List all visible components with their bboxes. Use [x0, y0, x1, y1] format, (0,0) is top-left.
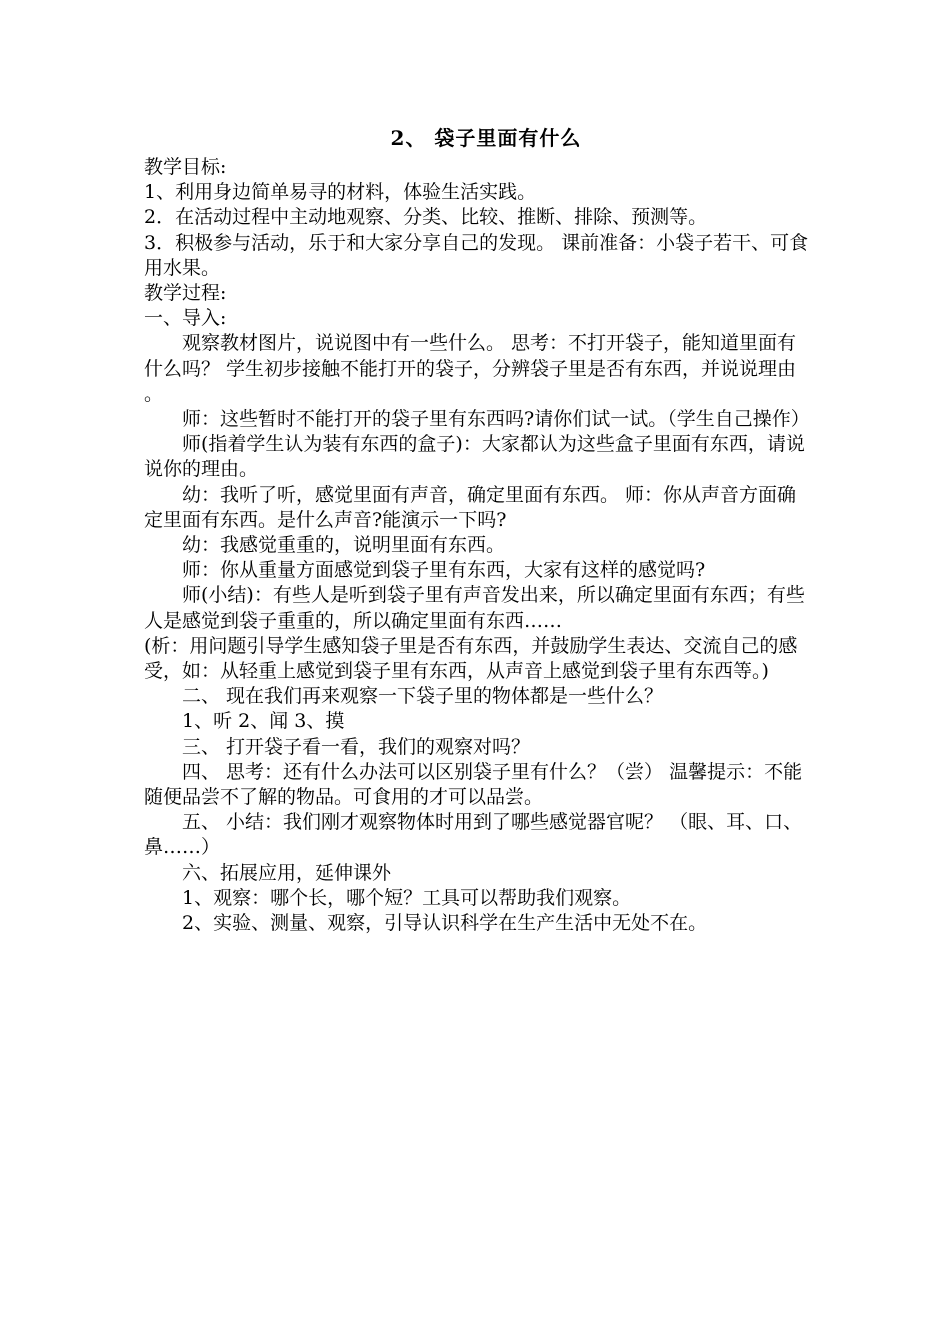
- document-title: 2、 袋子里面有什么: [390, 126, 582, 150]
- paragraph: 幼：我听了听，感觉里面有声音，确定里面有东西。 师：你从声音方面确定里面有东西。是什么声音?能演示一下吗?: [144, 483, 797, 531]
- paragraph: 1、利用身边简单易寻的材料，体验生活实践。: [144, 181, 537, 204]
- paragraph: 幼：我感觉重重的，说明里面有东西。: [182, 534, 506, 557]
- paragraph: 师(指着学生认为装有东西的盒子)：大家都认为这些盒子里面有东西，请说说你的理由。: [144, 433, 805, 481]
- paragraph: 2．在活动过程中主动地观察、分类、比较、推断、排除、预测等。: [144, 206, 708, 229]
- paragraph: 师(小结)：有些人是听到袋子里有声音发出来，所以确定里面有东西；有些人是感觉到袋子重重的，所以确定里面有东西……: [144, 584, 805, 632]
- paragraph: 一、导入:: [144, 307, 227, 330]
- paragraph: 1、听 2、闻 3、摸: [182, 710, 345, 733]
- paragraph: 二、 现在我们再来观察一下袋子里的物体都是一些什么？: [182, 685, 664, 708]
- paragraph: 观察教材图片，说说图中有一些什么。 思考：不打开袋子，能知道里面有什么吗？ 学生初步接触不能打开的袋子，分辨袋子里是否有东西，并说说理由 。: [144, 332, 797, 405]
- paragraph: 教学目标:: [144, 156, 227, 178]
- paragraph: (析：用问题引导学生感知袋子里是否有东西，并鼓励学生表达、交流自己的感受，如：从轻重上感觉到袋子里有东西，从声音上感觉到袋子里有东西等。): [144, 634, 798, 683]
- paragraph: 3．积极参与活动，乐于和大家分享自己的发现。 课前准备：小袋子若干、可食用水果。: [144, 231, 809, 279]
- paragraph: 四、 思考：还有什么办法可以区别袋子里有什么？（尝） 温馨提示：不能随便品尝不了解的物品。可食用的才可以品尝。: [144, 760, 803, 809]
- paragraph: 六、拓展应用，延伸课外: [182, 861, 392, 884]
- paragraph: 师：你从重量方面感觉到袋子里有东西，大家有这样的感觉吗?: [182, 559, 706, 582]
- paragraph: 师：这些暂时不能打开的袋子里有东西吗?请你们试一试。（学生自己操作）: [182, 408, 810, 431]
- paragraph: 五、 小结：我们刚才观察物体时用到了哪些感觉器官呢？ （眼、耳、口、鼻……）: [144, 811, 803, 859]
- paragraph: 教学过程:: [144, 282, 227, 305]
- document-body: [144, 121, 810, 936]
- paragraph: 1、观察：哪个长，哪个短？工具可以帮助我们观察。: [182, 886, 632, 909]
- paragraph: 2、实验、测量、观察，引导认识科学在生产生活中无处不在。: [182, 912, 708, 935]
- paragraph: 三、 打开袋子看一看，我们的观察对吗？: [182, 735, 531, 758]
- paragraph-list: [144, 155, 810, 936]
